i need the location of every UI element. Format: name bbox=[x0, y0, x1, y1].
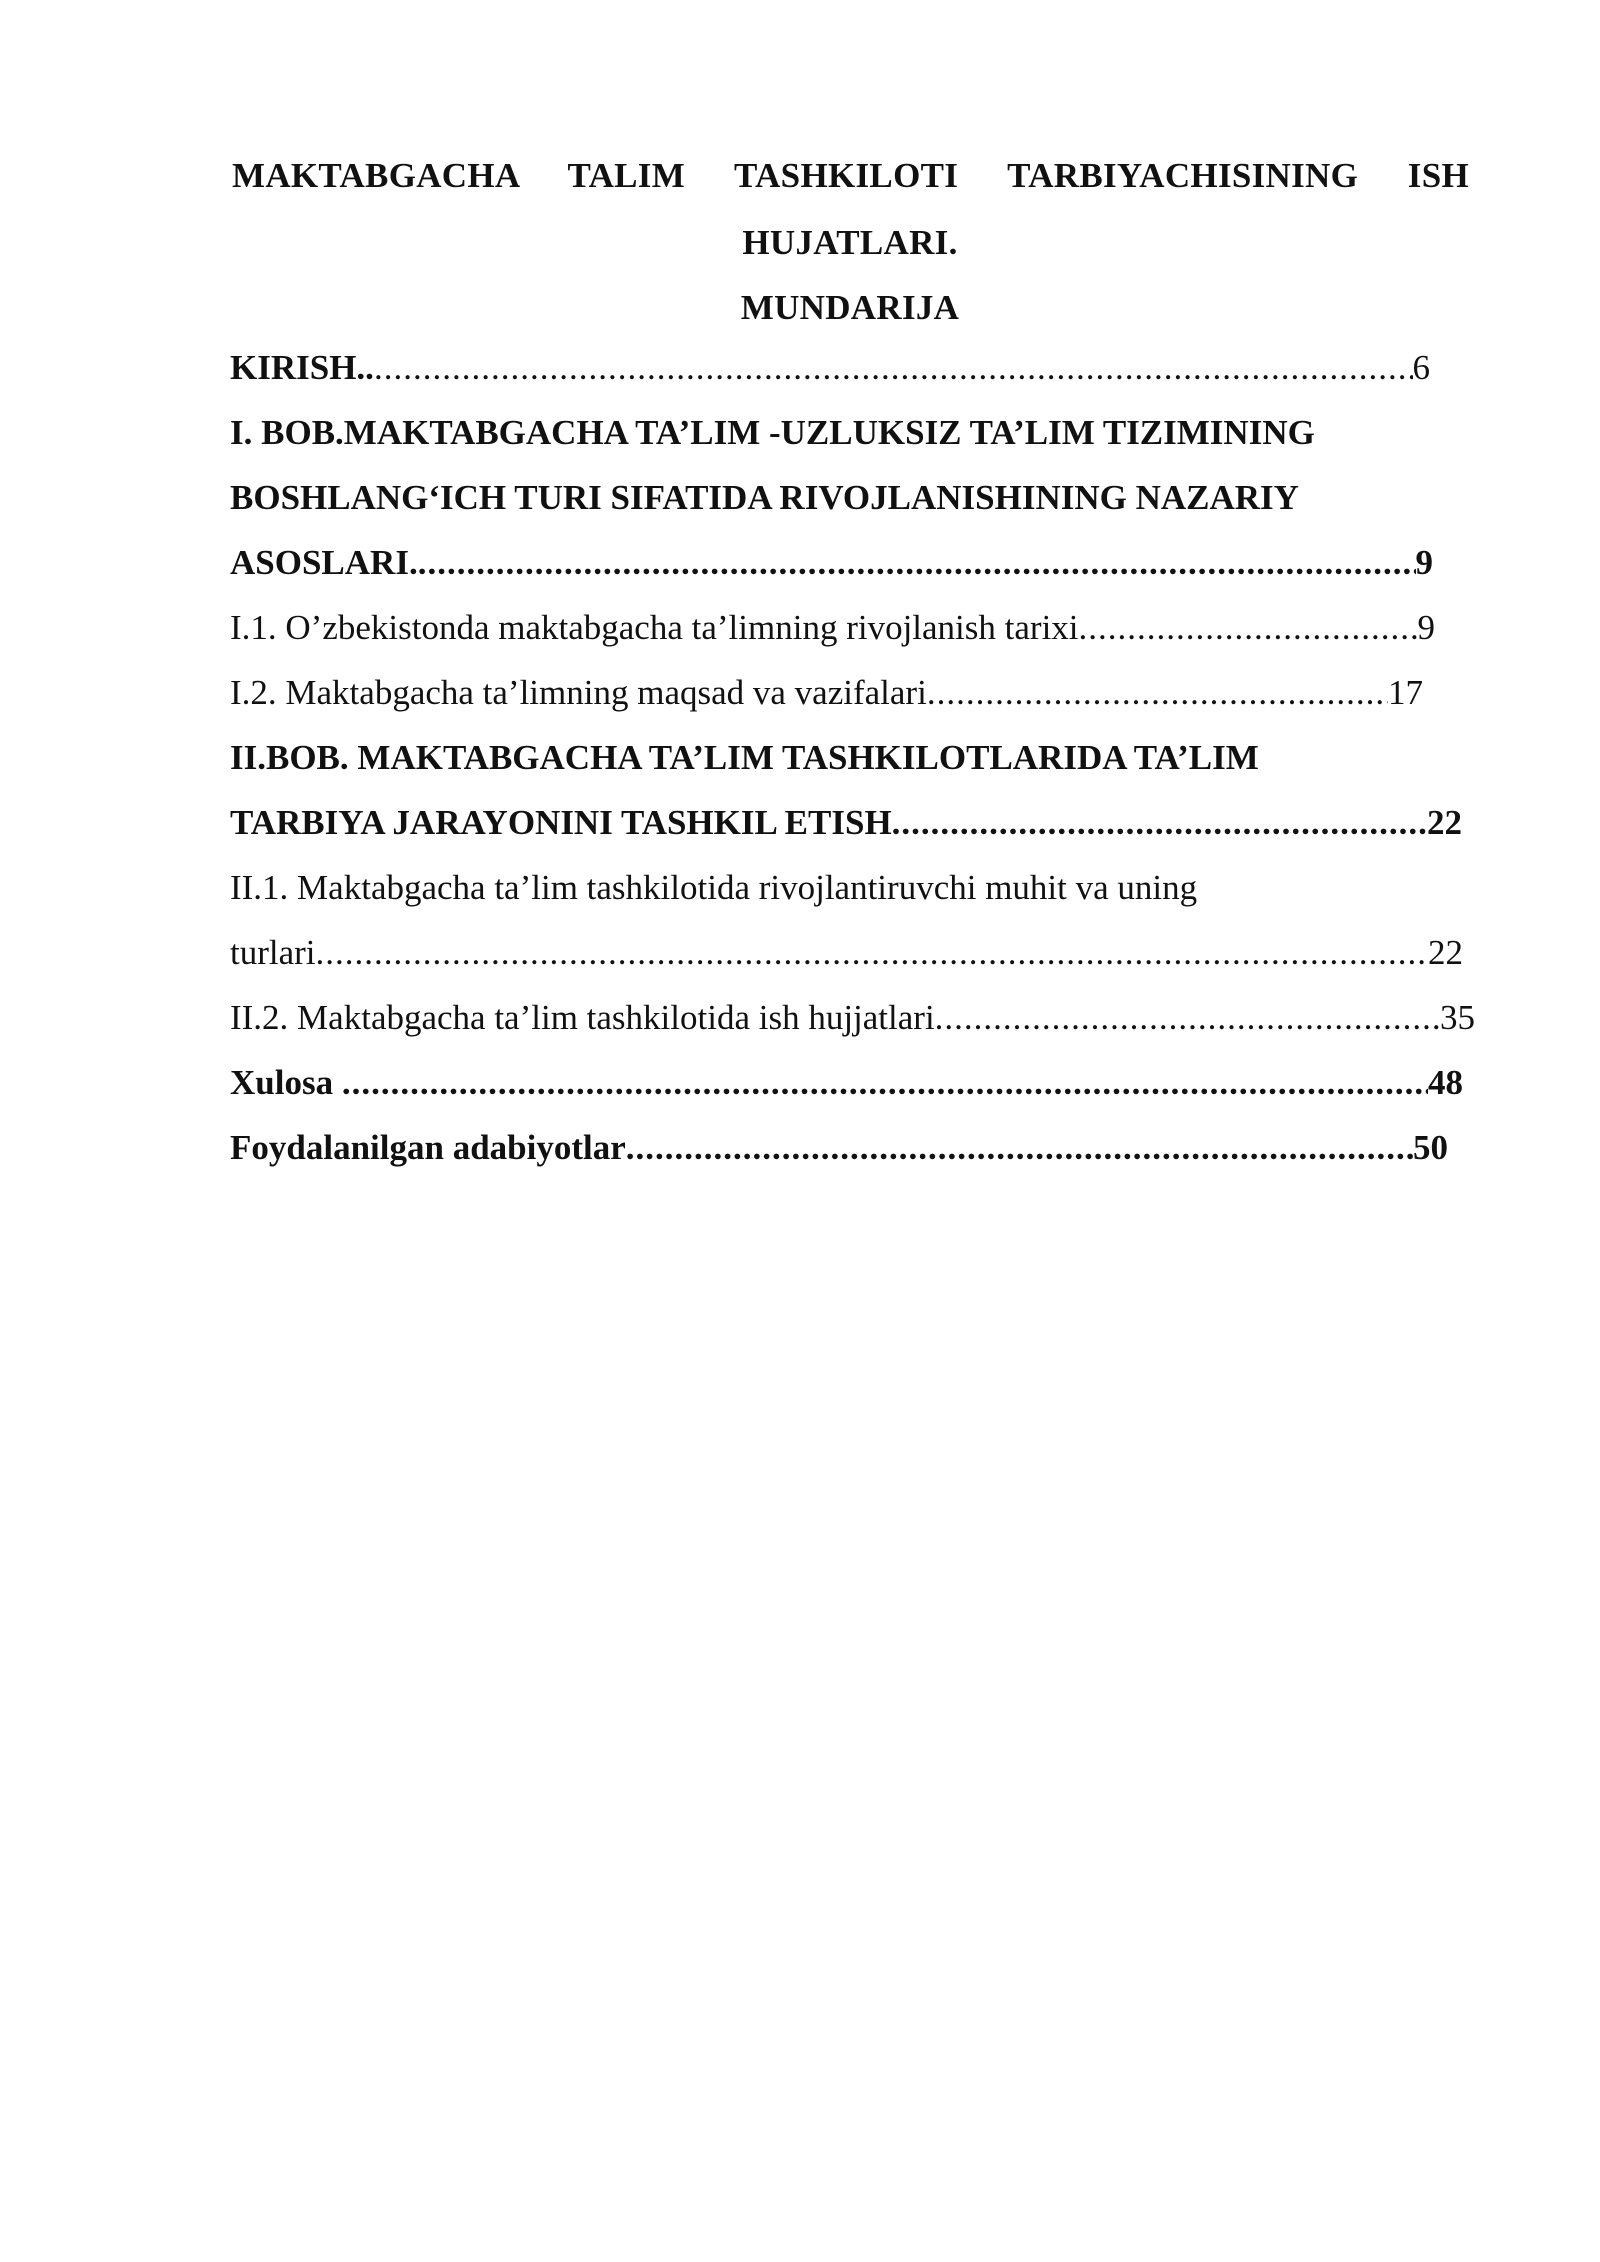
toc-leader-dots bbox=[316, 935, 1428, 970]
toc-entry-text: Foydalanilgan adabiyotlar bbox=[230, 1128, 626, 1167]
toc-entry-page: 48 bbox=[1428, 1063, 1463, 1102]
toc-entry-chapter-1-line-1 bbox=[230, 415, 1315, 450]
toc-entry-chapter-1-line-2 bbox=[230, 480, 1299, 515]
toc-leader-dots bbox=[626, 1130, 1413, 1165]
toc-entry-text: KIRISH.. bbox=[230, 348, 374, 387]
toc-entry-page: 6 bbox=[1412, 348, 1430, 387]
toc-entry-text: BOSHLANG‘ICH TURI SIFATIDA RIVOJLANISHINING NAZARIY bbox=[230, 478, 1299, 517]
toc-entry-section-1-1 bbox=[230, 610, 1435, 645]
toc-entry-section-1-2 bbox=[230, 675, 1423, 710]
toc-entry-text: turlari bbox=[230, 933, 316, 972]
toc-entry-chapter-2-line-1 bbox=[230, 740, 1259, 775]
toc-leader-dots bbox=[374, 350, 1413, 385]
toc-entry-text: II.BOB. MAKTABGACHA TA’LIM TASHKILOTLARIDA TA’LIM bbox=[230, 738, 1259, 777]
toc-entry-page: 9 bbox=[1415, 543, 1433, 582]
toc-entry-page: 22 bbox=[1427, 803, 1462, 842]
toc-entry-page: 22 bbox=[1428, 933, 1463, 972]
toc-entry-chapter-2-line-2 bbox=[230, 805, 1462, 840]
toc-entry-text: I. BOB.MAKTABGACHA TA’LIM -UZLUKSIZ TA’LIM TIZIMINING bbox=[230, 413, 1315, 452]
toc-entry-text: TARBIYA JARAYONINI TASHKIL ETISH bbox=[230, 803, 892, 842]
toc-entry-page: 17 bbox=[1388, 673, 1423, 712]
toc-entry-text: I.2. Maktabgacha ta’limning maqsad va vazifalari bbox=[230, 673, 927, 712]
toc-leader-dots bbox=[935, 1000, 1440, 1035]
document-title-line-2: HUJATLARI. bbox=[742, 223, 958, 262]
toc-entry-page: 50 bbox=[1413, 1128, 1448, 1167]
toc-leader-dots bbox=[927, 675, 1388, 710]
toc-entry-section-2-1-line-2 bbox=[230, 935, 1463, 970]
toc-entry-kirish bbox=[230, 350, 1430, 385]
toc-entry-page: 9 bbox=[1417, 608, 1435, 647]
toc-leader-dots bbox=[342, 1065, 1428, 1100]
toc-entry-text: II.1. Maktabgacha ta’lim tashkilotida rivojlantiruvchi muhit va uning bbox=[230, 868, 1198, 907]
toc-leader-dots bbox=[418, 545, 1416, 580]
toc-leader-dots bbox=[1079, 610, 1418, 645]
toc-entry-section-2-1-line-1 bbox=[230, 870, 1197, 905]
toc-entry-text: ASOSLARI. bbox=[230, 543, 418, 582]
toc-leader-dots bbox=[892, 805, 1427, 840]
toc-entry-text: II.2. Maktabgacha ta’lim tashkilotida ish hujjatlari bbox=[230, 998, 935, 1037]
toc-entry-references bbox=[230, 1130, 1448, 1165]
toc-entry-section-2-2 bbox=[230, 1000, 1475, 1035]
toc-entry-text: I.1. O’zbekistonda maktabgacha ta’limning rivojlanish tarixi bbox=[230, 608, 1079, 647]
toc-entry-chapter-1-line-3 bbox=[230, 545, 1433, 580]
contents-heading: MUNDARIJA bbox=[740, 288, 960, 327]
document-title-line-1: MAKTABGACHA TALIM TASHKILOTI TARBIYACHISINING ISH bbox=[232, 156, 1469, 195]
toc-entry-xulosa bbox=[230, 1065, 1463, 1100]
toc-entry-page: 35 bbox=[1440, 998, 1475, 1037]
toc-entry-text: Xulosa bbox=[230, 1063, 342, 1102]
